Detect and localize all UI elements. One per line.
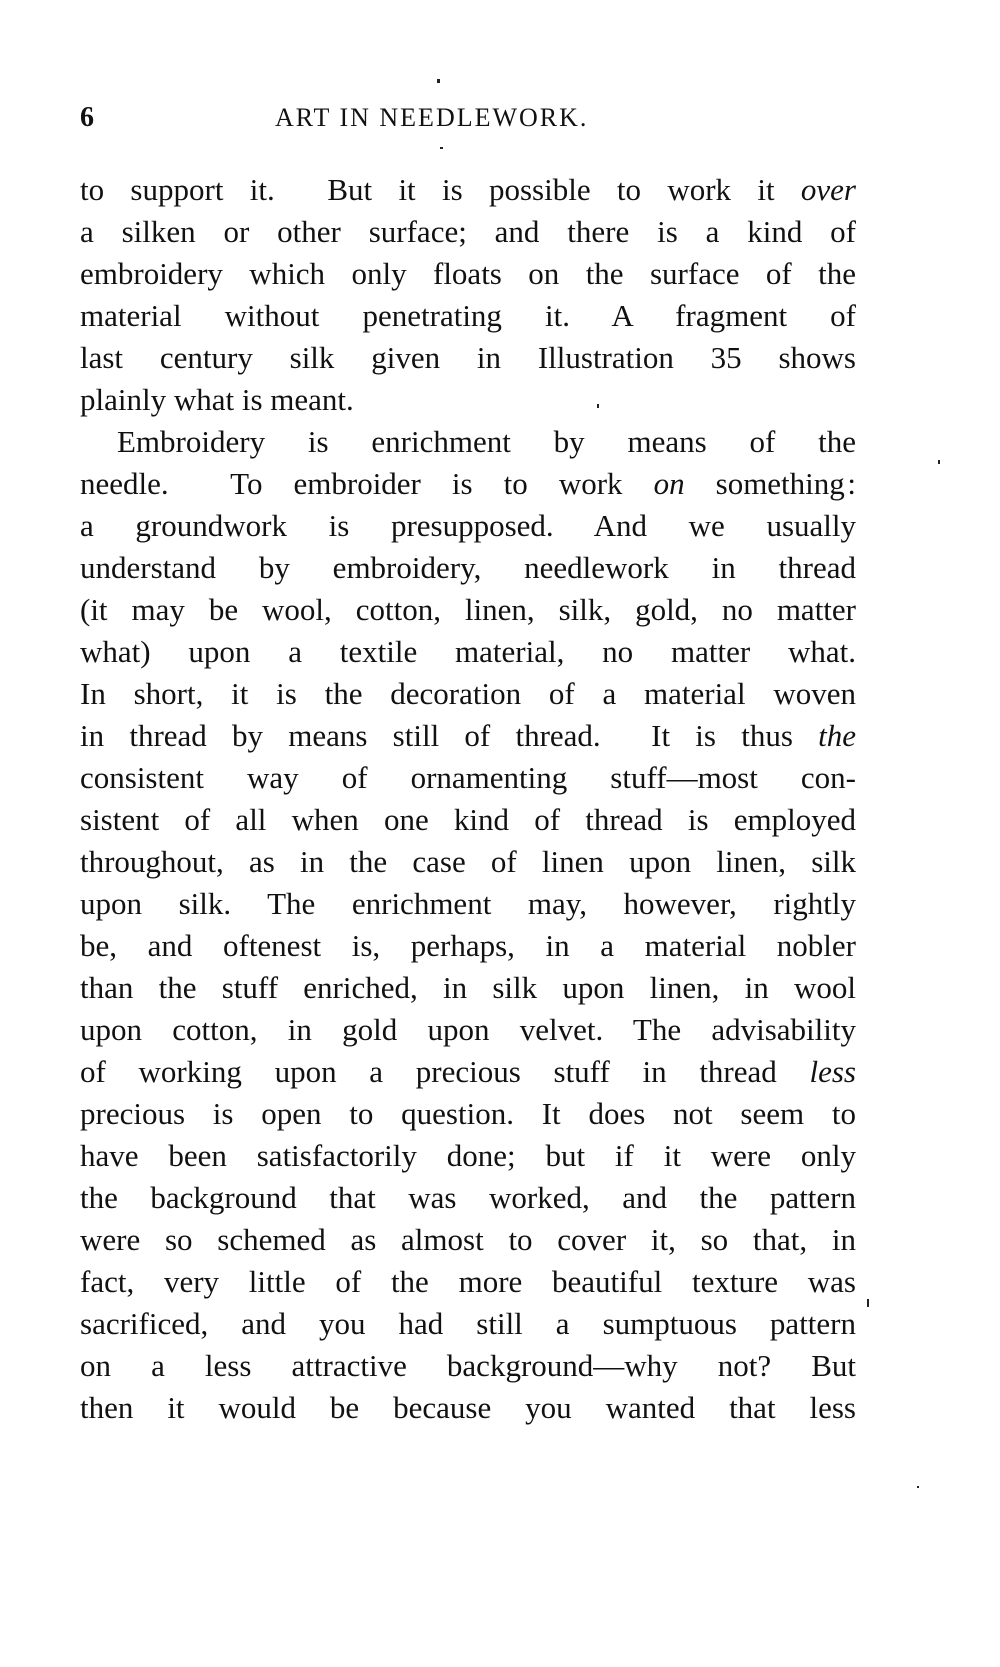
text-line: on a less attractive background—why not? But xyxy=(80,1348,856,1383)
text-line: a silken or other surface; and there is a kind of xyxy=(80,214,856,249)
text-line: have been satisfactorily done; but if it were only xyxy=(80,1138,856,1173)
text-line: last century silk given in Illustration 35 shows xyxy=(80,340,856,375)
paragraph-start-line: Embroidery is enrichment by means of the xyxy=(117,424,856,459)
text-line: throughout, as in the case of linen upon linen, silk xyxy=(80,844,856,879)
text-line: a groundwork is presupposed. And we usually xyxy=(80,508,856,543)
text-line: fact, very little of the more beautiful texture was xyxy=(80,1264,856,1299)
italic-emphasis: the xyxy=(818,718,856,753)
scan-speck xyxy=(440,147,443,149)
text-line: in thread by means still of thread. It is thus the xyxy=(80,718,856,753)
scan-speck xyxy=(938,460,940,464)
page-number: 6 xyxy=(80,102,94,133)
running-head: ART IN NEEDLEWORK. xyxy=(275,103,589,132)
text-line: what) upon a textile material, no matter what. xyxy=(80,634,856,669)
text-line: understand by embroidery, needlework in thread xyxy=(80,550,856,585)
text-line: were so schemed as almost to cover it, so that, in xyxy=(80,1222,856,1257)
text-line: needle. To embroider is to work on something : xyxy=(80,466,856,501)
text-line: material without penetrating it. A fragment of xyxy=(80,298,856,333)
scan-speck xyxy=(867,1299,869,1307)
text-line: the background that was worked, and the pattern xyxy=(80,1180,856,1215)
scan-speck xyxy=(917,1486,919,1488)
italic-emphasis: over xyxy=(800,172,856,207)
text-line: (it may be wool, cotton, linen, silk, gold, no matter xyxy=(80,592,856,627)
text-line: to support it. But it is possible to work it over xyxy=(80,172,856,207)
text-line: then it would be because you wanted that less xyxy=(80,1390,856,1425)
text-line: plainly what is meant. xyxy=(80,382,354,417)
text-line: upon cotton, in gold upon velvet. The advisability xyxy=(80,1012,856,1047)
text-line: be, and oftenest is, perhaps, in a material nobler xyxy=(80,928,856,963)
text-line: sacrificed, and you had still a sumptuous pattern xyxy=(80,1306,856,1341)
text-line: precious is open to question. It does not seem to xyxy=(80,1096,856,1131)
text-line: upon silk. The enrichment may, however, rightly xyxy=(80,886,856,921)
text-line: than the stuff enriched, in silk upon linen, in wool xyxy=(80,970,856,1005)
text-line: In short, it is the decoration of a material woven xyxy=(80,676,856,711)
scan-speck xyxy=(437,79,440,83)
italic-emphasis: less xyxy=(809,1054,856,1089)
text-line: sistent of all when one kind of thread is employed xyxy=(80,802,856,837)
page-header xyxy=(80,98,856,138)
text-line: embroidery which only floats on the surface of the xyxy=(80,256,856,291)
text-line: consistent way of ornamenting stuff—most con- xyxy=(80,760,856,795)
italic-emphasis: on xyxy=(653,466,685,501)
body-text xyxy=(80,169,856,1429)
text-line: of working upon a precious stuff in thread less xyxy=(80,1054,856,1089)
